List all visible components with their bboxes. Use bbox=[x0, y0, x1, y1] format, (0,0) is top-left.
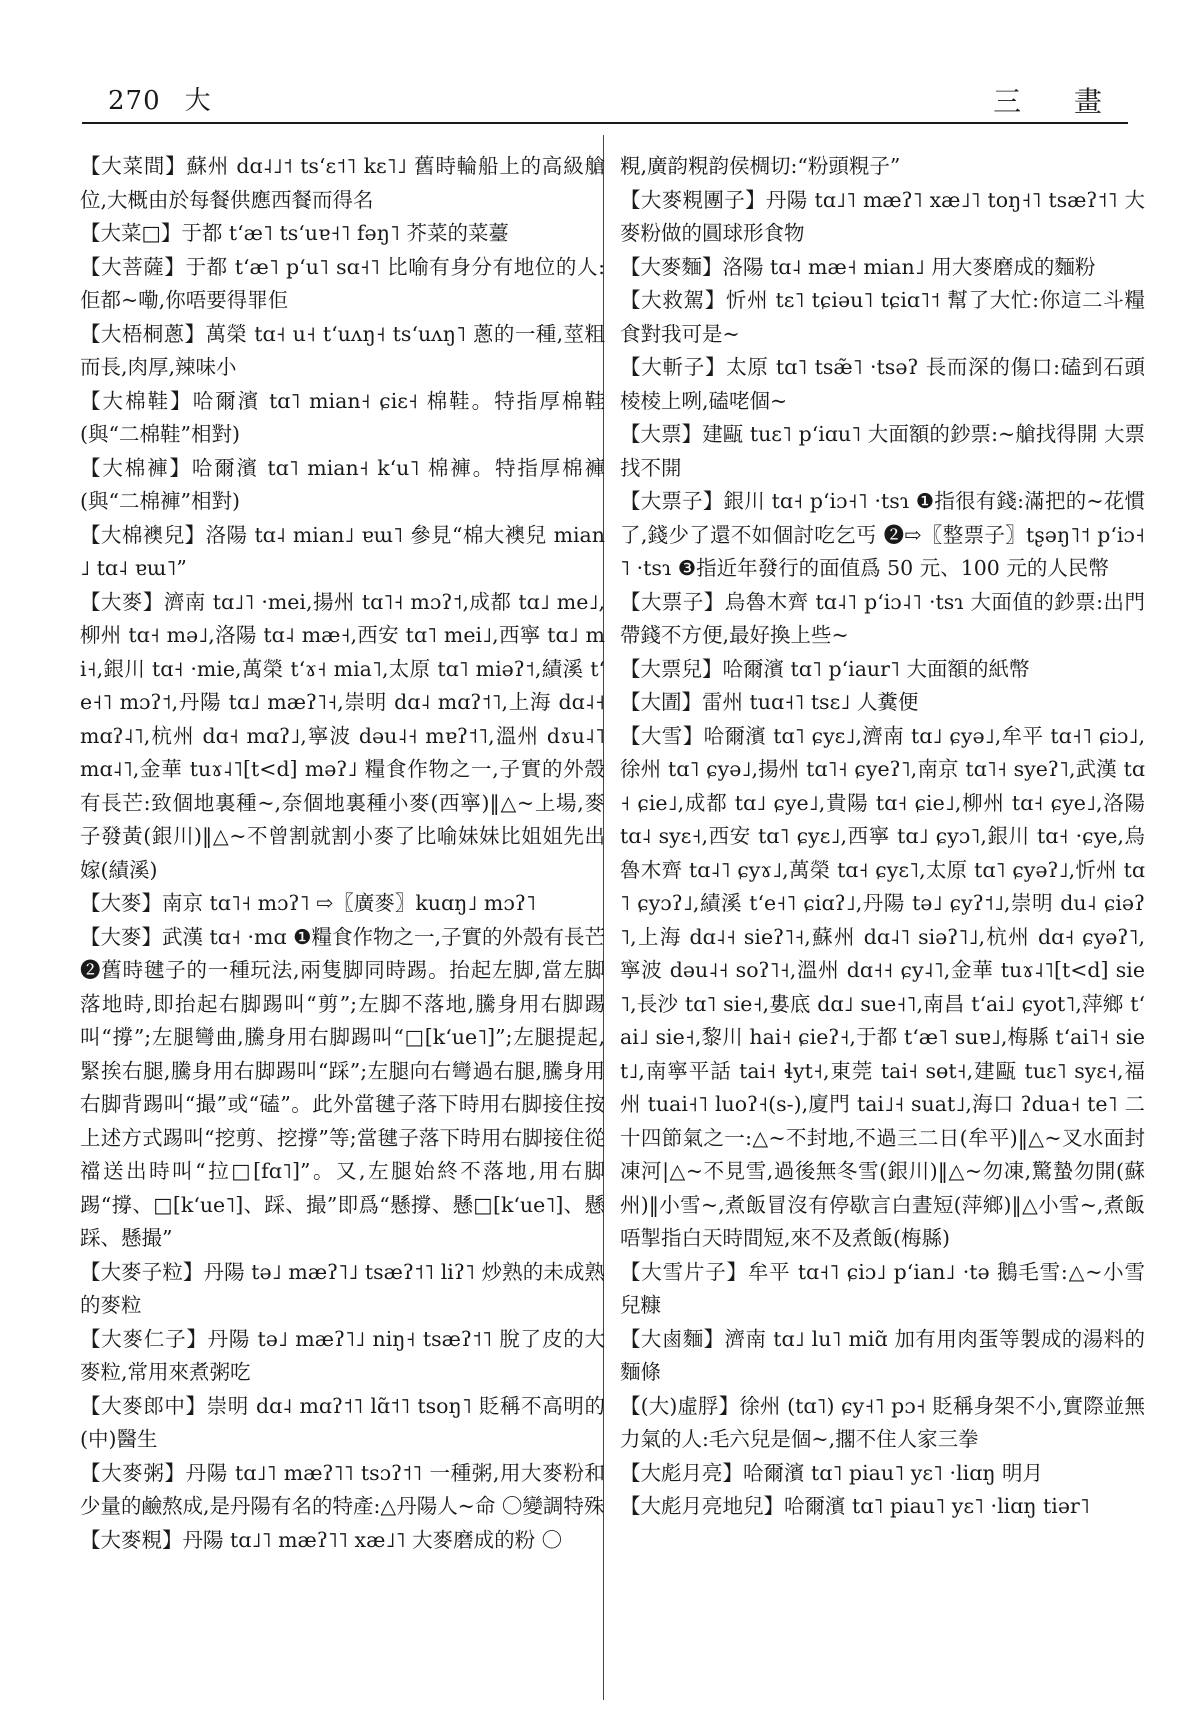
dictionary-entry: 【大菜間】蘇州 dɑ˨˩˦ tsʻɛ˦˥ kɛ˥˩ 舊時輪船上的高級艙位,大概由於每餐供應西餐而得名 bbox=[80, 154, 605, 212]
dictionary-entry: 【大麥】南京 tɑ˥˧ mɔʔ˥ ⇨〖廣麥〗kuɑŋ˩ mɔʔ˥ bbox=[80, 891, 536, 915]
dictionary-entry: 【大棉鞋】哈爾濱 tɑ˥ mian˧ ɕiɛ˧ 棉鞋。特指厚棉鞋(與“二棉鞋”相對) bbox=[80, 388, 605, 446]
dictionary-entry: 【大斬子】太原 tɑ˥ tsæ̃˥ ·tsəʔ 長而深的傷口:磕到石頭棱棱上咧,磕咾個~ bbox=[620, 355, 1145, 413]
dictionary-entry: 【大票】建甌 tuɛ˥ pʻiɑu˥ 大面額的鈔票:~艙找得開 大票找不開 bbox=[620, 422, 1145, 480]
dictionary-entry: 【大票子】烏魯木齊 tɑ˨˥ pʻiɔ˨˥ ·tsɿ 大面值的鈔票:出門帶錢不方便,最好換上些~ bbox=[620, 589, 1145, 647]
dictionary-entry: 【大麥仁子】丹陽 tə˩ mæʔ˥˩ niŋ˧ tsæʔ˦˥ 脫了皮的大麥粒,常用來煮粥吃 bbox=[80, 1326, 605, 1384]
dictionary-entry: 粯,廣韵粯韵侯椆切:“粉頭粯子” bbox=[620, 154, 901, 178]
dictionary-entry: 【大麥麵】洛陽 tɑ˨ mæ˧ mian˩ 用大麥磨成的麵粉 bbox=[620, 254, 1096, 279]
left-column bbox=[80, 150, 605, 1695]
dictionary-entry: 【大菜□】于都 tʻæ˥ tsʻuɐ˧˥ fəŋ˥ 芥菜的菜薹 bbox=[80, 221, 510, 245]
dictionary-entry: 【大票兒】哈爾濱 tɑ˥ pʻiaur˥ 大面額的紙幣 bbox=[620, 656, 1030, 681]
dictionary-entry: 【大彪月亮地兒】哈爾濱 tɑ˥ piau˥ yɛ˥ ·liɑŋ tiər˥ bbox=[620, 1494, 1090, 1518]
dictionary-entry: 【大棉襖兒】洛陽 tɑ˨ mian˩ ɐɯ˥ 參見“棉大襖兒 mian˩ tɑ˨ ɐɯ˥” bbox=[80, 522, 605, 580]
page-header bbox=[82, 76, 1128, 124]
dictionary-entry: 【大梧桐蔥】萬榮 tɑ˧ u˧ tʻuʌŋ˧ tsʻuʌŋ˥ 蔥的一種,莖粗而長,肉厚,辣味小 bbox=[80, 321, 605, 379]
dictionary-entry: 【大救駕】忻州 tɛ˥ tɕiəu˥ tɕiɑ˥˦ 幫了大忙:你這二斗糧食對我可是~ bbox=[620, 288, 1145, 346]
right-column bbox=[620, 150, 1145, 1695]
dictionary-entry: 【大麥粯】丹陽 tɑ˩˥ mæʔ˥˥ xæ˩˥ 大麥磨成的粉 〇 bbox=[80, 1527, 563, 1552]
dictionary-entry: 【大彪月亮】哈爾濱 tɑ˥ piau˥ yɛ˥ ·liɑŋ 明月 bbox=[620, 1460, 1044, 1485]
dictionary-entry: 【大鹵麵】濟南 tɑ˩ lu˥ miɑ̃ 加有用肉蛋等製成的湯料的麵條 bbox=[620, 1326, 1145, 1384]
dictionary-entry: 【大雪】哈爾濱 tɑ˥ ɕyɛ˩,濟南 tɑ˩ ɕyə˩,牟平 tɑ˧˥ ɕiɔ˩,徐州 tɑ˥ ɕyə˩,揚州 tɑ˥˧ ɕyeʔ˥,南京 tɑ˥˧ syeʔ˥,武漢 tɑ˧ ɕie˩,成都 tɑ˩ ɕye˩,貴陽 tɑ˧ ɕie˩,柳州 tɑ˧ ɕye˩,洛陽 tɑ˨ syɛ˧,西安 tɑ˥ ɕyɛ˩,西寧 tɑ˩ ɕyɔ˥,銀川 tɑ˧ ·ɕye,烏魯木齊 tɑ˨˥ ɕyɤ˩,萬榮 tɑ˧ ɕyɛ˥,太原 tɑ˥ ɕyəʔ˩,忻州 tɑ˥ ɕyɔʔ˩,績溪 tʻe˧˥ ɕiɑʔ˩,丹陽 tə˩ ɕyʔ˦˩,崇明 du˨ ɕiəʔ˥,上海 dɑ˨˧ sieʔ˥˧,蘇州 dɑ˨˥ siəʔ˥˩,杭州 dɑ˧ ɕyəʔ˥,寧波 dəu˨˧ soʔ˥˧,溫州 dɑ˧˧ ɕy˨˥,金華 tuɤ˨˥[t<d] sie˥,長沙 tɑ˥ sie˧,婁底 dɑ˩ sue˧˥,南昌 tʻai˩ ɕyot˥,萍鄉 tʻai˩ sie˧,黎川 hai˧ ɕieʔ˧,于都 tʻæ˥ suɐ˩,梅縣 tʻai˥˧ siet˩,南寧平話 tai˧ ɬyt˧,東莞 tai˧ sɵt˧,建甌 tuɛ˥ syɛ˧,福州 tuai˧˥ luoʔ˧(s-),廈門 tai˩˧ suat˩,海口 ʔdua˧ te˥ 二十四節氣之一:△~不封地,不過三二日(牟平)‖△~叉水面封凍河|△~不見雪,過後無冬雪(銀川)‖△~勿凍,驚蟄勿開(蘇州)‖小雪~,煮飯冒沒有停歇言白晝短(萍鄉)‖△小雪~,煮飯唔掣指白天時間短,來不及煮飯(梅縣) bbox=[620, 723, 1145, 1250]
header-left bbox=[108, 80, 236, 117]
dictionary-entry: 【大票子】銀川 tɑ˧ pʻiɔ˧˥ ·tsɿ ❶指很有錢:滿把的~花慣了,錢少了還不如個討吃乞丐 ❷⇨〖整票子〗tʂəŋ˥˦ pʻiɔ˧˥ ·tsɿ ❸指近年發行的面值爲 50 元、100 元的人民幣 bbox=[620, 489, 1145, 580]
dictionary-entry: 【大麥粯團子】丹陽 tɑ˩˥ mæʔ˥ xæ˩˥ toŋ˧˥ tsæʔ˦˥ 大麥粉做的圓球形食物 bbox=[620, 187, 1145, 245]
dictionary-entry: 【大麥】武漢 tɑ˧ ·mɑ ❶糧食作物之一,子實的外殼有長芒 ❷舊時毽子的一種玩法,兩隻脚同時踢。抬起左脚,當左脚落地時,即抬起右脚踢叫“剪”;左脚不落地,騰身用右脚踢叫“撐”;左腿彎曲,騰身用右脚踢叫“□[kʻue˥]”;左腿提起,緊挨右腿,騰身用右脚踢叫“踩”;左腿向右彎過右腿,騰身用右脚背踢叫“撮”或“磕”。此外當毽子落下時用右脚接住按上述方式踢叫“挖剪、挖撐”等;當毽子落下時用右脚接住從襠送出時叫“拉□[fɑ˥]”。又,左腿始終不落地,用右脚踢“撐、□[kʻue˥]、踩、撮”即爲“懸撐、懸□[kʻue˥]、懸踩、懸撮” bbox=[80, 924, 605, 1250]
dictionary-entry: 【大麥粥】丹陽 tɑ˩˥ mæʔ˥˥ tsɔʔ˦˥ 一種粥,用大麥粉和少量的鹼熬成,是丹陽有名的特產:△丹陽人~命 〇變調特殊 bbox=[80, 1460, 605, 1518]
dictionary-entry: 【(大)虛脬】徐州 (tɑ˥) ɕy˧˥ pɔ˧ 貶稱身架不小,實際並無力氣的人:毛六兒是個~,擱不住人家三拳 bbox=[620, 1393, 1145, 1451]
page-number: 270 bbox=[108, 86, 161, 116]
dictionary-entry: 【大圊】雷州 tuɑ˧˥ tsɛ˩ 人糞便 bbox=[620, 690, 919, 714]
radical-label: 大 bbox=[184, 86, 212, 116]
dictionary-entry: 【大麥郎中】崇明 dɑ˨ mɑʔ˦˥ lɑ̃˦˥ tsoŋ˥ 貶稱不高明的(中)醫生 bbox=[80, 1393, 605, 1451]
dictionary-entry: 【大麥子粒】丹陽 tə˩ mæʔ˥˩ tsæʔ˦˥ liʔ˥ 炒熟的未成熟的麥粒 bbox=[80, 1259, 605, 1317]
dictionary-entry: 【大雪片子】牟平 tɑ˧˥ ɕiɔ˩ pʻian˩ ·tə 鵝毛雪:△~小雪兒糠 bbox=[620, 1259, 1145, 1317]
dictionary-entry: 【大菩薩】于都 tʻæ˥ pʻu˥ sɑ˧˥ 比喻有身分有地位的人:佢都~嘞,你唔要得罪佢 bbox=[80, 254, 605, 312]
dictionary-entry: 【大棉褲】哈爾濱 tɑ˥ mian˧ kʻu˥ 棉褲。特指厚棉褲(與“二棉褲”相對) bbox=[80, 455, 605, 513]
dictionary-entry: 【大麥】濟南 tɑ˩˥ ·mei,揚州 tɑ˥˧ mɔʔ˦,成都 tɑ˩ me˩,柳州 tɑ˧ mə˩,洛陽 tɑ˨ mæ˧,西安 tɑ˥ mei˩,西寧 tɑ˩ mi˧,銀川 tɑ˧ ·mie,萬榮 tʻɤ˧ mia˥,太原 tɑ˥ miəʔ˦,績溪 tʻe˧˥ mɔʔ˦,丹陽 tɑ˩ mæʔ˥˧,崇明 dɑ˨ mɑʔ˦˥,上海 dɑ˨˧ mɑʔ˨˥,杭州 dɑ˧ mɑʔ˩,寧波 dəu˨˧ mɐʔ˦˥,溫州 dɤu˨˥ mɑ˨˥,金華 tuɤ˨˥[t<d] məʔ˩ 糧食作物之一,子實的外殼有長芒:致個地裏種~,奈個地裏種小麥(西寧)‖△~上場,麥子發黃(銀川)‖△~不曾割就割小麥了比喻妹妹比姐姐先出嫁(績溪) bbox=[80, 589, 605, 882]
stroke-section-label: 三 畫 bbox=[993, 85, 1124, 118]
